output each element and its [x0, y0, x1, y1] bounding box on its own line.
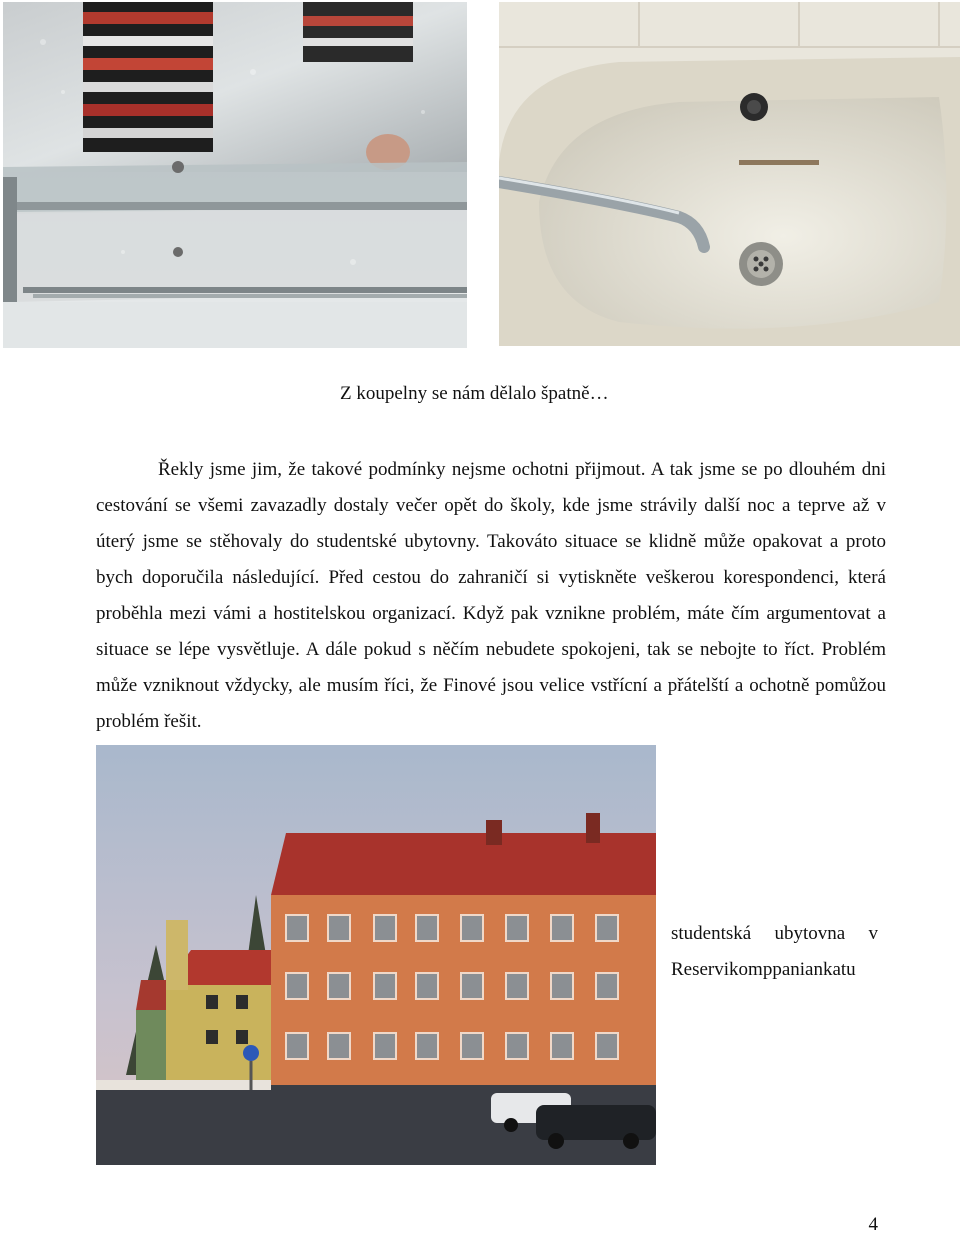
bathroom-caption: Z koupelny se nám dělalo špatně…	[340, 383, 609, 404]
building-caption-line2: Reservikomppaniankatu	[671, 959, 856, 980]
page-number: 4	[868, 1214, 878, 1235]
bathroom-sink-photo	[499, 2, 960, 346]
body-paragraph-text: Řekly jsme jim, že takové podmínky nejsme ochotni přijmout. A tak jsme se po dlouhém dni cestování se všemi zavazadly dostaly večer opět do školy, kde jsme strávily další noc a teprve až v úterý jsme se stěhovaly do studentské ubytovny. Takováto situace se klidně může opakovat a proto bych doporučila následující. Před cestou do zahraničí si vytiskněte veškerou korespondenci, která proběhla mezi vámi a hostitelskou organizací. Když pak vznikne problém, máte čím argumentovat a situace se lépe vysvětluje. A dále pokud s něčím nebudete spokojeni, tak se nebojte to říct. Problém může vzniknout vždycky, ale musím říci, že Finové jsou velice vstřícní a přátelští a ochotně pomůžou problém řešit.	[96, 459, 886, 732]
dormitory-building-photo	[96, 745, 656, 1165]
body-paragraph	[96, 452, 886, 740]
bathroom-shelf-photo	[3, 2, 467, 348]
building-caption	[671, 916, 878, 988]
building-caption-line1: studentská ubytovna v	[671, 923, 878, 944]
